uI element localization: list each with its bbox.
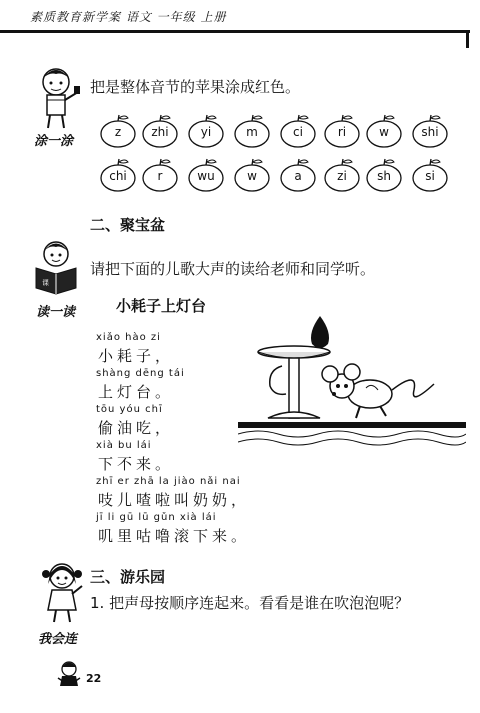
apple-icon[interactable] [410, 114, 450, 148]
syllable-label: yi [200, 125, 212, 139]
apple-icon[interactable] [364, 158, 404, 192]
syllable-label: wu [197, 169, 215, 183]
syllable-label: a [294, 169, 302, 183]
poem-pinyin: jī li gū lū gǔn xià lái [96, 512, 217, 523]
syllable-label: chi [109, 169, 127, 183]
apple-icon[interactable] [140, 158, 180, 192]
poem-line: 偷油吃， [98, 419, 175, 437]
book-title: 素质教育新学案 语文 一年级 上册 [30, 10, 227, 24]
poem-line: 上灯台。 [98, 383, 175, 401]
girl-connecting-icon [40, 560, 86, 624]
apple-icon[interactable] [232, 158, 272, 192]
syllable-label: sh [377, 169, 391, 183]
poem-pinyin: shàng dēng tái [96, 368, 185, 379]
apple-icon[interactable] [140, 114, 180, 148]
syllable-label: zi [337, 169, 347, 183]
section-heading-playground: 三、游乐园 [90, 568, 166, 586]
page-header [0, 0, 480, 40]
poem-title: 小耗子上灯台 [116, 297, 207, 315]
boy-reading-icon [30, 238, 86, 302]
poem-line: 叽里咕噜滚下来。 [98, 527, 251, 545]
apple-icon[interactable] [186, 158, 226, 192]
question-1: 1. 把声母按顺序连起来。看看是谁在吹泡泡呢？ [90, 594, 410, 612]
syllable-label: shi [421, 125, 439, 139]
page-number: 22 [86, 672, 102, 685]
apple-icon[interactable] [410, 158, 450, 192]
page-mascot-icon [54, 660, 84, 690]
activity-label-paint: 涂一涂 [34, 134, 74, 149]
poem-pinyin: zhī er zhā la jiào nǎi nai [96, 476, 241, 487]
syllable-label: ci [293, 125, 303, 139]
syllable-label: w [247, 169, 257, 183]
syllable-label: r [157, 169, 163, 183]
apple-icon[interactable] [186, 114, 226, 148]
syllable-label: m [246, 125, 258, 139]
syllable-label: z [114, 125, 122, 139]
syllable-label: zhi [151, 125, 169, 139]
activity-label-read: 读一读 [36, 305, 76, 320]
svg-text:课: 课 [42, 279, 49, 287]
apple-icon[interactable] [322, 114, 362, 148]
instruction-read: 请把下面的儿歌大声的读给老师和同学听。 [90, 260, 376, 278]
syllable-label: w [379, 125, 389, 139]
poem-line: 小耗子， [98, 347, 175, 365]
lamp-mouse-illustration [238, 310, 466, 450]
poem-line: 吱儿喳啦叫奶奶， [98, 491, 251, 509]
apple-icon[interactable] [322, 158, 362, 192]
header-rule-corner [466, 30, 469, 48]
header-rule [0, 30, 470, 33]
apple-icon[interactable] [278, 114, 318, 148]
poem-pinyin: xiǎo hào zi [96, 332, 161, 343]
apple-icon[interactable] [232, 114, 272, 148]
poem-pinyin: tōu yóu chī [96, 404, 163, 415]
apple-icon[interactable] [364, 114, 404, 148]
poem-pinyin: xià bu lái [96, 440, 152, 451]
syllable-label: si [425, 169, 435, 183]
section-heading-treasure: 二、聚宝盆 [90, 216, 166, 234]
apple-icon[interactable] [278, 158, 318, 192]
boy-painting-icon [34, 64, 86, 132]
instruction-paint: 把是整体音节的苹果涂成红色。 [90, 78, 301, 96]
activity-label-connect: 我会连 [38, 632, 78, 647]
syllable-label: ri [337, 125, 347, 139]
apple-icon[interactable] [98, 114, 138, 148]
apple-icon[interactable] [98, 158, 138, 192]
poem-line: 下不来。 [98, 455, 175, 473]
